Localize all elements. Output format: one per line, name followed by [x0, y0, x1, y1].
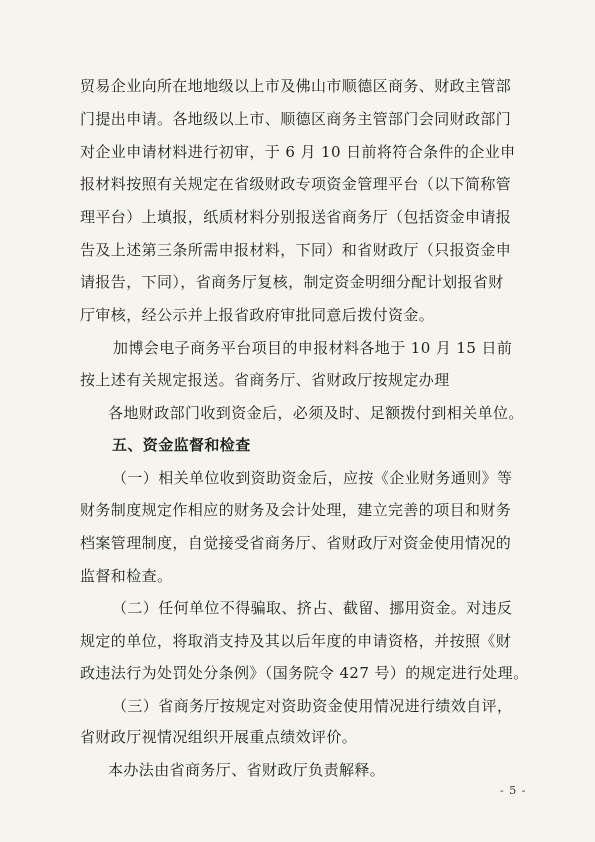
- text-line: 贸易企业向所在地地级以上市及佛山市顺德区商务、财政主管部: [80, 77, 512, 95]
- text-line: 财务制度规定作相应的财务及会计处理，建立完善的项目和财务: [80, 501, 512, 519]
- text-line: 理平台）上填报，纸质材料分别报送省商务厅（包括资金申请报: [80, 208, 512, 226]
- text-line: 对企业申请材料进行初审，于 6 月 10 日前将符合条件的企业申: [80, 143, 516, 161]
- text-line: 省财政厅视情况组织开展重点绩效评价。: [80, 728, 358, 746]
- text-line: 本办法由省商务厅、省财政厅负责解释。: [108, 761, 386, 779]
- text-line: 报材料按照有关规定在省级财政专项资金管理平台（以下简称管: [80, 175, 512, 193]
- text-line: 加博会电子商务平台项目的申报材料各地于 10 月 15 日前: [113, 339, 513, 357]
- text-line: 请报告，下同），省商务厅复核，制定资金明细分配计划报省财: [80, 273, 504, 291]
- text-line: 监督和检查。: [80, 567, 173, 585]
- page-number: - 5 -: [500, 784, 527, 797]
- text-line: 政违法行为处罚处分条例》（国务院令 427 号）的规定进行处理。: [80, 664, 529, 682]
- text-line: （三）省商务厅按规定对资助资金使用情况进行绩效自评，: [112, 697, 513, 715]
- text-line: 各地财政部门收到资金后，必须及时、足额拨付到相关单位。: [108, 404, 524, 422]
- text-line: （一）相关单位收到资助资金后，应按《企业财务通则》等: [112, 469, 513, 487]
- text-line: 门提出申请。各地级以上市、顺德区商务主管部门会同财政部门: [80, 110, 512, 128]
- text-line: 告及上述第三条所需申报材料，下同）和省财政厅（只报资金申: [80, 241, 512, 259]
- text-line: 按上述有关规定报送。省商务厅、省财政厅按规定办理: [80, 371, 450, 389]
- section-heading: 五、资金监督和检查: [112, 436, 251, 454]
- text-line: 规定的单位，将取消支持及其以后年度的申请资格，并按照《财: [80, 632, 512, 650]
- text-line: 档案管理制度，自觉接受省商务厅、省财政厅对资金使用情况的: [80, 534, 512, 552]
- text-line: （二）任何单位不得骗取、挤占、截留、挪用资金。对违反: [112, 599, 513, 617]
- text-line: 厅审核，经公示并上报省政府审批同意后拨付资金。: [80, 306, 435, 324]
